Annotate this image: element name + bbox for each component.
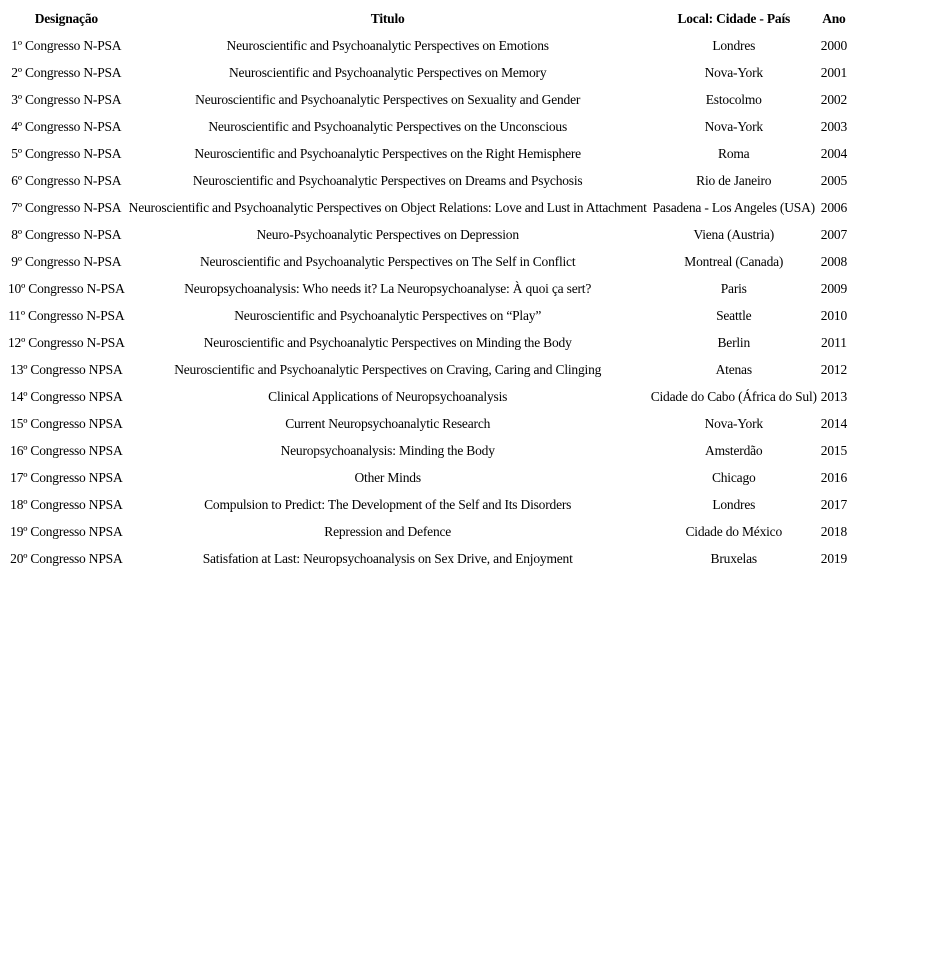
- cell-local: Rio de Janeiro: [696, 172, 772, 188]
- cell-designacao: 14º Congresso NPSA: [10, 388, 123, 404]
- cell-local: Nova-York: [704, 415, 763, 431]
- cell-local: Paris: [720, 280, 747, 296]
- cell-local: Pasadena - Los Angeles (USA): [652, 199, 815, 215]
- cell-titulo: Other Minds: [354, 469, 421, 485]
- cell-local: Bruxelas: [710, 550, 757, 566]
- table-row: [7, 303, 848, 328]
- cell-designacao: 18º Congresso NPSA: [10, 496, 123, 512]
- table-body: [7, 33, 848, 571]
- table-row: [7, 33, 848, 58]
- cell-designacao: 10º Congresso N-PSA: [8, 280, 125, 296]
- table-row: [7, 276, 848, 301]
- table-row: [7, 60, 848, 85]
- cell-local: Estocolmo: [705, 91, 762, 107]
- table-row: [7, 411, 848, 436]
- header-titulo: Titulo: [370, 10, 405, 26]
- cell-designacao: 9º Congresso N-PSA: [11, 253, 122, 269]
- cell-local: Nova-York: [704, 64, 763, 80]
- cell-local: Nova-York: [704, 118, 763, 134]
- table-row: [7, 492, 848, 517]
- cell-designacao: 8º Congresso N-PSA: [11, 226, 122, 242]
- cell-ano: 2011: [821, 334, 847, 350]
- cell-local: Amsterdão: [705, 442, 763, 458]
- cell-titulo: Neuroscientific and Psychoanalytic Perspectives on Minding the Body: [203, 334, 572, 350]
- cell-designacao: 1º Congresso N-PSA: [11, 37, 122, 53]
- cell-titulo: Neuropsychoanalysis: Minding the Body: [280, 442, 495, 458]
- cell-local: Cidade do Cabo (África do Sul): [650, 388, 817, 404]
- cell-ano: 2018: [820, 523, 847, 539]
- cell-local: Londres: [712, 496, 756, 512]
- cell-local: Londres: [712, 37, 756, 53]
- header-designacao: Designação: [34, 10, 98, 26]
- cell-local: Cidade do México: [685, 523, 783, 539]
- table-row: [7, 357, 848, 382]
- cell-local: Seattle: [716, 307, 752, 323]
- cell-designacao: 20º Congresso NPSA: [10, 550, 123, 566]
- cell-designacao: 19º Congresso NPSA: [10, 523, 123, 539]
- table-header-row: [7, 6, 848, 31]
- table-row: [7, 384, 848, 409]
- cell-ano: 2006: [820, 199, 847, 215]
- cell-ano: 2016: [820, 469, 847, 485]
- cell-designacao: 2º Congresso N-PSA: [11, 64, 122, 80]
- cell-designacao: 6º Congresso N-PSA: [11, 172, 122, 188]
- table-row: [7, 438, 848, 463]
- cell-titulo: Neuroscientific and Psychoanalytic Perspectives on “Play”: [234, 307, 542, 323]
- cell-local: Viena (Austria): [693, 226, 775, 242]
- cell-titulo: Neuroscientific and Psychoanalytic Perspectives on Emotions: [226, 37, 549, 53]
- table-row: [7, 222, 848, 247]
- cell-ano: 2004: [820, 145, 847, 161]
- cell-titulo: Neuroscientific and Psychoanalytic Perspectives on the Unconscious: [208, 118, 568, 134]
- cell-titulo: Neuro-Psychoanalytic Perspectives on Depression: [256, 226, 519, 242]
- cell-local: Berlin: [717, 334, 751, 350]
- cell-ano: 2001: [820, 64, 847, 80]
- congress-table: [5, 4, 850, 573]
- cell-designacao: 5º Congresso N-PSA: [11, 145, 122, 161]
- cell-designacao: 4º Congresso N-PSA: [11, 118, 122, 134]
- cell-local: Atenas: [715, 361, 752, 377]
- table-row: [7, 114, 848, 139]
- cell-designacao: 17º Congresso NPSA: [10, 469, 123, 485]
- cell-titulo: Neuroscientific and Psychoanalytic Perspectives on Object Relations: Love and Lust in Attachment: [128, 199, 647, 215]
- cell-titulo: Neuropsychoanalysis: Who needs it? La Neuropsychoanalyse: À quoi ça sert?: [184, 280, 592, 296]
- cell-titulo: Neuroscientific and Psychoanalytic Perspectives on Sexuality and Gender: [195, 91, 581, 107]
- table-row: [7, 546, 848, 571]
- cell-designacao: 7º Congresso N-PSA: [11, 199, 122, 215]
- table-row: [7, 249, 848, 274]
- cell-titulo: Neuroscientific and Psychoanalytic Perspectives on The Self in Conflict: [199, 253, 576, 269]
- cell-titulo: Neuroscientific and Psychoanalytic Perspectives on Memory: [228, 64, 547, 80]
- cell-designacao: 15º Congresso NPSA: [10, 415, 123, 431]
- cell-ano: 2013: [820, 388, 847, 404]
- cell-local: Montreal (Canada): [684, 253, 784, 269]
- cell-ano: 2019: [820, 550, 847, 566]
- cell-ano: 2017: [820, 496, 847, 512]
- table-row: [7, 465, 848, 490]
- cell-ano: 2015: [820, 442, 847, 458]
- cell-ano: 2003: [820, 118, 847, 134]
- cell-ano: 2007: [820, 226, 847, 242]
- cell-titulo: Repression and Defence: [324, 523, 452, 539]
- cell-titulo: Clinical Applications of Neuropsychoanalysis: [268, 388, 508, 404]
- cell-ano: 2009: [820, 280, 847, 296]
- table-row: [7, 519, 848, 544]
- cell-titulo: Neuroscientific and Psychoanalytic Perspectives on Dreams and Psychosis: [192, 172, 583, 188]
- cell-designacao: 16º Congresso NPSA: [10, 442, 123, 458]
- table-row: [7, 195, 848, 220]
- cell-ano: 2010: [820, 307, 847, 323]
- cell-local: Roma: [718, 145, 750, 161]
- cell-ano: 2014: [820, 415, 847, 431]
- cell-ano: 2008: [820, 253, 847, 269]
- cell-titulo: Neuroscientific and Psychoanalytic Perspectives on the Right Hemisphere: [194, 145, 581, 161]
- cell-local: Chicago: [711, 469, 756, 485]
- table-row: [7, 141, 848, 166]
- table-row: [7, 168, 848, 193]
- header-ano: Ano: [822, 10, 846, 26]
- cell-titulo: Current Neuropsychoanalytic Research: [285, 415, 491, 431]
- cell-ano: 2002: [820, 91, 847, 107]
- cell-designacao: 3º Congresso N-PSA: [11, 91, 122, 107]
- table-row: [7, 330, 848, 355]
- cell-ano: 2012: [820, 361, 847, 377]
- cell-designacao: 13º Congresso NPSA: [10, 361, 123, 377]
- cell-titulo: Neuroscientific and Psychoanalytic Perspectives on Craving, Caring and Clinging: [174, 361, 602, 377]
- cell-designacao: 12º Congresso N-PSA: [8, 334, 125, 350]
- table-row: [7, 87, 848, 112]
- cell-titulo: Satisfation at Last: Neuropsychoanalysis on Sex Drive, and Enjoyment: [202, 550, 573, 566]
- cell-titulo: Compulsion to Predict: The Development of the Self and Its Disorders: [204, 496, 572, 512]
- cell-ano: 2000: [820, 37, 847, 53]
- cell-designacao: 11º Congresso N-PSA: [8, 307, 125, 323]
- cell-ano: 2005: [820, 172, 847, 188]
- header-local: Local: Cidade - País: [677, 10, 791, 26]
